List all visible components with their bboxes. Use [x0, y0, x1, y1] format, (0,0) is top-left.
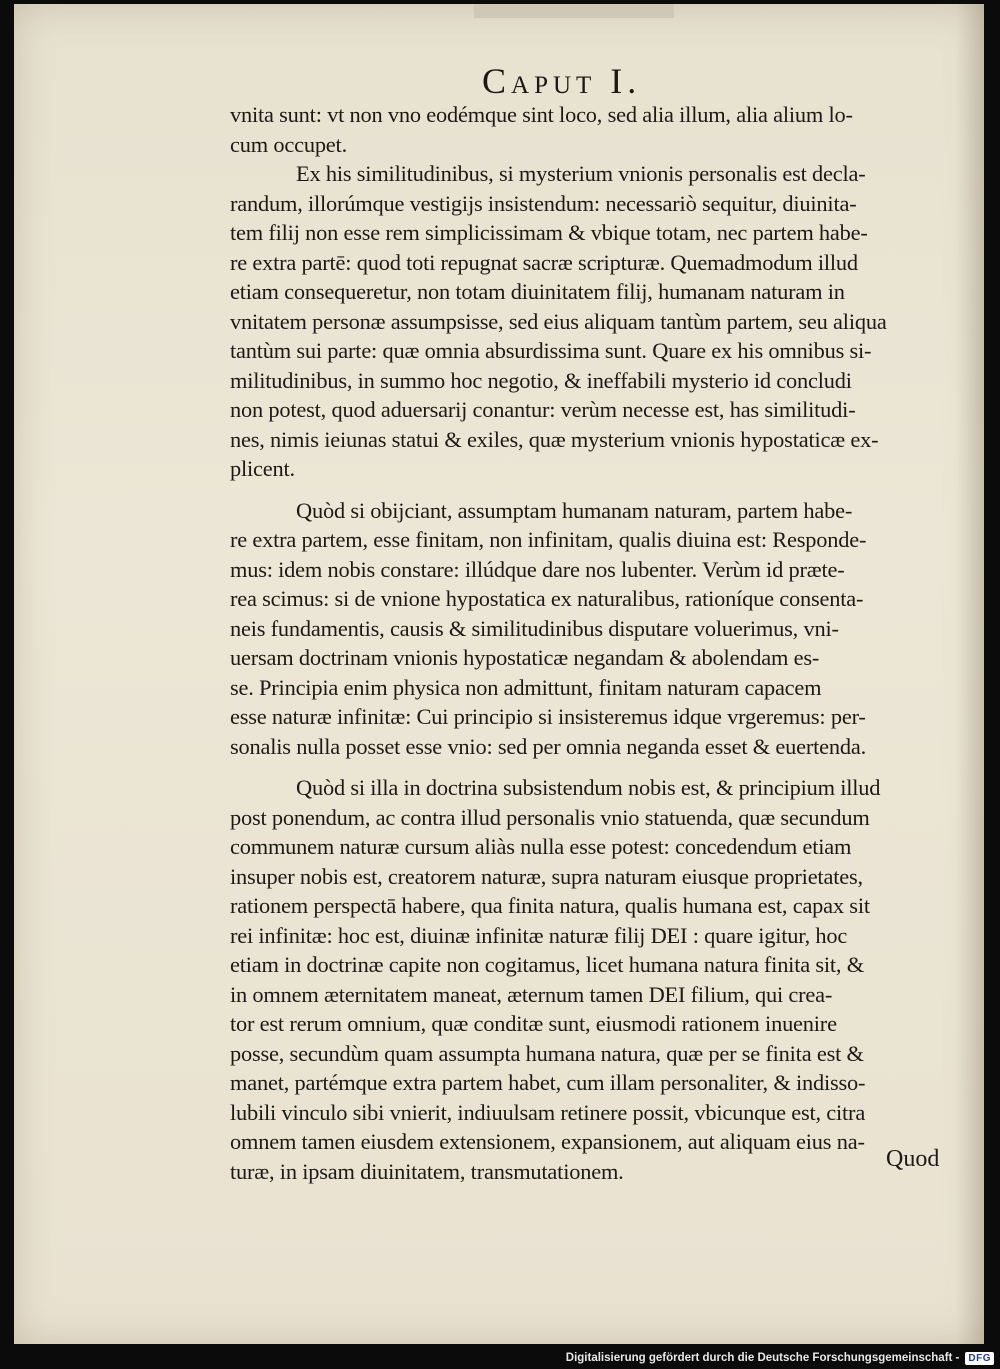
text-line: mus: idem nobis constare: illúdque dare nos lubenter. Verùm id præte- [230, 556, 845, 582]
text-line: insuper nobis est, creatorem naturæ, supra naturam eiusque proprietates, [230, 863, 863, 889]
text-line: militudinibus, in summo hoc negotio, & ineffabili mysterio id concludi [230, 367, 852, 393]
text-line: rei infinitæ: hoc est, diuinæ infinitæ naturæ filij DEI : quare igitur, hoc [230, 922, 848, 948]
book-page [14, 4, 984, 1344]
text-line: communem naturæ cursum aliàs nulla esse potest: concedendum etiam [230, 834, 852, 859]
text-line: posse, secundùm quam assumpta humana natura, quæ per se finita est & [230, 1040, 864, 1066]
text-line: se. Principia enim physica non admittunt, finitam naturam capacem [230, 674, 822, 700]
text-line: in omnem æternitatem maneat, æternum tamen DEI filium, qui crea- [230, 981, 833, 1007]
paragraph [230, 773, 946, 1186]
paragraph-gap [230, 484, 946, 496]
catchword: Quod [886, 1146, 940, 1172]
text-line: tem filij non esse rem simplicissimam & vbique totam, nec partem habe- [230, 220, 868, 245]
text-line: randum, illorúmque vestigijs insistendum: necessariò sequitur, diuinita- [230, 190, 857, 216]
dfg-logo-icon: DFG [965, 1352, 994, 1365]
text-line: manet, partémque extra partem habet, cum illam personaliter, & indisso- [230, 1070, 866, 1095]
text-line: Quòd si illa in doctrina subsistendum nobis est, & principium illud [296, 775, 881, 800]
text-line: tantùm sui parte: quæ omnia absurdissima sunt. Quare ex his omnibus si- [230, 338, 872, 363]
text-line: esse naturæ infinitæ: Cui principio si insisteremus idque vrgeremus: per- [230, 704, 866, 729]
text-line: sonalis nulla posset esse vnio: sed per omnia neganda esset & euertenda. [230, 733, 867, 759]
running-header: Caput I. [482, 61, 642, 101]
text-line: Ex his similitudinibus, si mysterium vnionis personalis est decla- [296, 161, 866, 186]
text-line: non potest, quod aduersarij conantur: verùm necesse est, has similitudi- [230, 397, 856, 422]
paragraph [230, 100, 946, 159]
text-line: re extra partem, esse finitam, non infinitam, qualis diuina est: Responde- [230, 527, 867, 552]
text-line: etiam consequeretur, non totam diuinitatem filij, humanam naturam in [230, 279, 845, 304]
text-line: cum occupet. [230, 131, 347, 157]
text-line: Quòd si obijciant, assumptam humanam naturam, partem habe- [296, 497, 853, 523]
text-line: turæ, in ipsam diuinitatem, transmutationem. [230, 1158, 624, 1184]
text-line: vnita sunt: vt non vno eodémque sint loco, sed alia illum, alia alium lo- [230, 102, 853, 127]
text-line: rationem perspectā habere, qua finita natura, qualis humana est, capax sit [230, 893, 870, 918]
text-line: rea scimus: si de vnione hypostatica ex naturalibus, rationíque consenta- [230, 586, 864, 611]
digitization-footer [566, 1347, 1000, 1369]
text-line: lubili vinculo sibi vnierit, indiuulsam retinere possit, vbicunque est, citra [230, 1099, 866, 1125]
footer-credit-text: Digitalisierung gefördert durch die Deutsche Forschungsgemeinschaft - [565, 1352, 960, 1364]
text-line: plicent. [230, 456, 295, 481]
text-line: omnem tamen eiusdem extensionem, expansionem, aut aliquam eius na- [230, 1129, 865, 1154]
text-line: tor est rerum omnium, quæ conditæ sunt, eiusmodi rationem inuenire [230, 1011, 837, 1036]
body-text [230, 100, 946, 1186]
paragraph [230, 496, 946, 762]
page-tab-strip [474, 4, 674, 18]
text-line: etiam in doctrinæ capite non cogitamus, licet humana natura finita sit, & [230, 952, 864, 977]
paragraph-gap [230, 761, 946, 773]
paragraph [230, 159, 946, 484]
text-line: uersam doctrinam vnionis hypostaticæ negandam & abolendam es- [230, 645, 820, 670]
text-line: post ponendum, ac contra illud personalis vnio statuenda, quæ secundum [230, 804, 870, 830]
text-line: re extra partē: quod toti repugnat sacræ scripturæ. Quemadmodum illud [230, 249, 858, 275]
text-line: vnitatem personæ assumpsisse, sed eius aliquam tantùm partem, seu aliqua [230, 308, 887, 334]
text-line: nes, nimis ieiunas statui & exiles, quæ mysterium vnionis hypostaticæ ex- [230, 426, 879, 452]
text-line: neis fundamentis, causis & similitudinibus disputare voluerimus, vni- [230, 615, 839, 641]
